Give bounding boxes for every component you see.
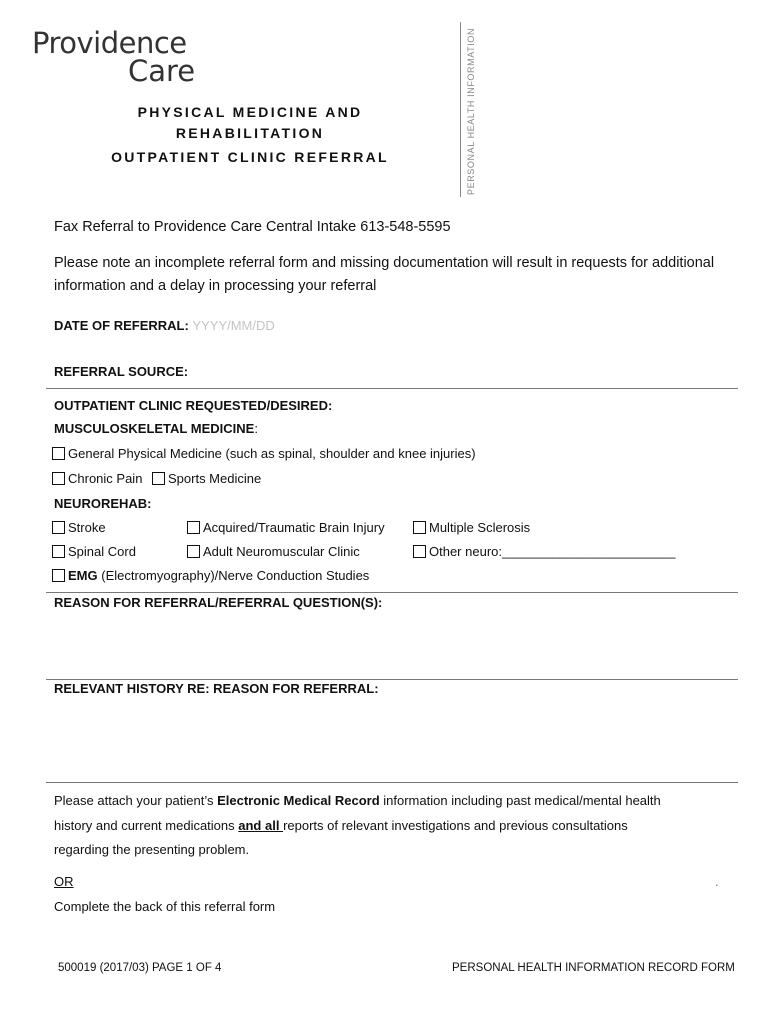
referral-source-label: REFERRAL SOURCE: [54, 364, 189, 379]
general-physical-medicine-label: General Physical Medicine (such as spinal, shoulder and knee injuries) [68, 446, 476, 461]
date-of-referral-field[interactable]: YYYY/MM/DD [192, 318, 275, 333]
brain-injury-label: Acquired/Traumatic Brain Injury [203, 520, 385, 535]
brain-injury-option[interactable] [187, 520, 385, 535]
adult-neuromuscular-option[interactable] [187, 544, 360, 559]
spinal-cord-option[interactable] [52, 544, 136, 559]
general-physical-medicine-checkbox[interactable] [52, 447, 65, 460]
neurorehab-heading: NEUROREHAB: [54, 496, 152, 511]
section-divider-clinic [46, 592, 738, 593]
header-divider [460, 22, 461, 197]
attach-line-3: regarding the presenting problem. [54, 842, 250, 857]
emg-option[interactable] [52, 568, 369, 583]
chronic-pain-checkbox[interactable] [52, 472, 65, 485]
or-text-underlined: OR [54, 874, 74, 889]
stroke-option[interactable] [52, 520, 106, 535]
complete-back-text: Complete the back of this referral form [54, 899, 276, 914]
relevant-history-line [46, 782, 738, 783]
date-of-referral-row [54, 318, 275, 333]
emg-label-bold: EMG [68, 568, 98, 583]
personal-health-info-label: PERSONAL HEALTH INFORMATION [466, 27, 476, 195]
relevant-history-field[interactable] [46, 700, 738, 780]
or-text [54, 874, 74, 889]
multiple-sclerosis-checkbox[interactable] [413, 521, 426, 534]
adult-neuromuscular-label: Adult Neuromuscular Clinic [203, 544, 360, 559]
referral-source-line[interactable] [46, 388, 738, 389]
multiple-sclerosis-label: Multiple Sclerosis [429, 520, 531, 535]
logo-care: Care [128, 54, 196, 88]
stray-dot: . [715, 874, 719, 889]
attach-emr: Electronic Medical Record [217, 793, 380, 808]
adult-neuromuscular-checkbox[interactable] [187, 545, 200, 558]
sports-medicine-label: Sports Medicine [168, 471, 262, 486]
relevant-history-label: RELEVANT HISTORY RE: REASON FOR REFERRAL: [54, 681, 379, 696]
chronic-pain-option[interactable] [52, 471, 142, 486]
other-neuro-label: Other neuro:________________________ [429, 544, 676, 559]
title-line-3: OUTPATIENT CLINIC REFERRAL [111, 149, 389, 165]
notice-line-2: information and a delay in processing your referral [54, 278, 377, 294]
reason-for-referral-field[interactable] [46, 612, 738, 678]
other-neuro-option[interactable] [413, 544, 676, 559]
sports-medicine-checkbox[interactable] [152, 472, 165, 485]
other-neuro-checkbox[interactable] [413, 545, 426, 558]
stroke-label: Stroke [68, 520, 106, 535]
emg-label: (Electromyography)/Nerve Conduction Studies [97, 568, 370, 583]
attach-and-all: and all [238, 818, 284, 833]
attach-text-4: reports of relevant investigations and previous consultations [283, 818, 628, 833]
reason-for-referral-label: REASON FOR REFERRAL/REFERRAL QUESTION(S): [54, 595, 383, 610]
chronic-pain-label: Chronic Pain [68, 471, 143, 486]
msk-heading [54, 421, 258, 436]
fax-referral-line: Fax Referral to Providence Care Central Intake 613-548-5595 [54, 219, 451, 235]
footer-form-number: 500019 (2017/03) PAGE 1 OF 4 [58, 962, 222, 974]
attach-line-2 [54, 818, 628, 833]
logo-providence: Providence [32, 26, 187, 60]
title-line-2: REHABILITATION [175, 125, 325, 141]
multiple-sclerosis-option[interactable] [413, 520, 530, 535]
msk-heading-text: MUSCULOSKELETAL MEDICINE [54, 421, 255, 436]
clinic-requested-label: OUTPATIENT CLINIC REQUESTED/DESIRED: [54, 398, 333, 413]
spinal-cord-checkbox[interactable] [52, 545, 65, 558]
stroke-checkbox[interactable] [52, 521, 65, 534]
msk-heading-colon: : [254, 421, 258, 436]
attach-text-3: history and current medications [54, 818, 239, 833]
date-of-referral-label: DATE OF REFERRAL: [54, 318, 189, 333]
sports-medicine-option[interactable] [152, 471, 261, 486]
attach-line-1 [54, 793, 661, 808]
emg-checkbox[interactable] [52, 569, 65, 582]
reason-for-referral-line [46, 679, 738, 680]
attach-text-1: Please attach your patient’s [54, 793, 218, 808]
spinal-cord-label: Spinal Cord [68, 544, 136, 559]
title-line-1: PHYSICAL MEDICINE AND [137, 104, 363, 120]
general-physical-medicine-option[interactable] [52, 446, 476, 461]
notice-line-1: Please note an incomplete referral form and missing documentation will result in requests for additional [54, 255, 715, 271]
footer-record-form: PERSONAL HEALTH INFORMATION RECORD FORM [452, 962, 735, 974]
brain-injury-checkbox[interactable] [187, 521, 200, 534]
attach-text-2: information including past medical/mental health [379, 793, 661, 808]
